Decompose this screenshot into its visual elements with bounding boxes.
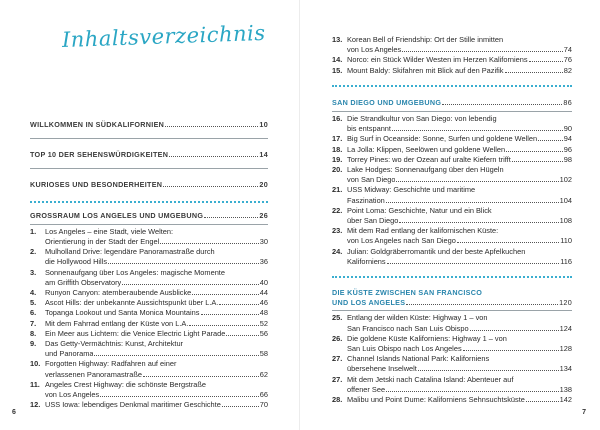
entry-number: 4. [30, 288, 37, 298]
entry-title: Topanga Lookout und Santa Monica Mountains [45, 308, 200, 318]
entry-number: 22. [332, 205, 343, 215]
toc-entry[interactable] [30, 288, 268, 298]
entry-line1 [30, 319, 268, 329]
entry-number: 23. [332, 226, 343, 236]
entry-title: Forgotten Highway: Radfahren auf einer [45, 359, 177, 369]
entry-line2 [332, 196, 572, 206]
entry-number: 16. [332, 114, 343, 124]
entry-number: 9. [30, 339, 37, 349]
entry-number: 8. [30, 328, 37, 338]
toc-entry[interactable] [332, 114, 572, 134]
dot-leader [512, 161, 563, 162]
page-number-right: 7 [582, 409, 586, 416]
entry-page: 52 [259, 318, 268, 328]
continued-entries [332, 35, 572, 76]
toc-entry[interactable] [30, 359, 268, 379]
entry-number: 14. [332, 55, 343, 65]
entry-subtitle: bis entspannt [347, 124, 391, 134]
dot-leader [392, 130, 563, 131]
toc-entry[interactable] [332, 185, 572, 205]
dot-leader [386, 202, 559, 203]
dot-leader [406, 304, 558, 305]
entry-number: 2. [30, 247, 37, 257]
divider [30, 224, 268, 225]
section-page: 120 [559, 298, 572, 308]
toc-entry-kurioses[interactable] [30, 180, 268, 190]
toc-entry[interactable] [30, 227, 268, 247]
entry-page: 36 [259, 257, 268, 267]
entry-label: TOP 10 DER SEHENSWÜRDIGKEITEN [30, 150, 169, 160]
entry-number: 19. [332, 154, 343, 164]
toc-entry[interactable] [30, 268, 268, 288]
toc-entry[interactable] [332, 165, 572, 185]
toc-entry[interactable] [332, 354, 572, 374]
entry-label: WILLKOMMEN IN SÜDKALIFORNIEN [30, 120, 165, 129]
entry-title: USS Iowa: lebendiges Denkmal maritimer Geschichte [45, 400, 221, 410]
entry-line2 [30, 370, 268, 380]
toc-entry[interactable] [332, 375, 572, 395]
entry-line1 [30, 329, 268, 339]
entry-title: Mulholland Drive: legendäre Panoramastraße durch [45, 247, 215, 257]
entry-page: 40 [259, 277, 268, 287]
entry-title: Torrey Pines: wo der Ozean auf uralte Kiefern trifft [347, 154, 511, 164]
entry-line2 [332, 257, 572, 267]
dot-leader [442, 104, 562, 105]
toc-entry-willkommen[interactable] [30, 120, 268, 130]
entry-number: 13. [332, 35, 343, 44]
entry-line1 [332, 35, 572, 45]
entry-page: 90 [563, 124, 572, 134]
entry-page: 74 [563, 45, 572, 55]
entry-line2 [332, 175, 572, 185]
entry-line1 [332, 334, 572, 344]
entry-line1 [332, 185, 572, 195]
dot-leader [386, 391, 559, 392]
page-title: Inhaltsverzeichnis [61, 20, 266, 52]
section-heading-coast[interactable] [332, 288, 572, 308]
entry-line1 [332, 114, 572, 124]
entry-line1 [30, 380, 268, 390]
toc-entry[interactable] [30, 339, 268, 359]
entry-subtitle: Faszination [347, 195, 385, 205]
toc-entry[interactable] [332, 247, 572, 267]
entry-page: 56 [259, 328, 268, 338]
dot-leader [457, 242, 559, 243]
entry-line1 [30, 227, 268, 237]
dot-leader [226, 335, 258, 336]
entry-page: 102 [559, 175, 572, 185]
entry-number: 26. [332, 333, 343, 343]
section-separator [332, 85, 572, 87]
toc-entry[interactable] [332, 334, 572, 354]
entry-page: 70 [259, 400, 268, 410]
entry-subtitle: Orientierung in der Stadt der Engel [45, 237, 160, 247]
entry-title: Channel Islands National Park: Kaliforniens [347, 354, 490, 364]
san-diego-entries [332, 114, 572, 267]
toc-entry[interactable] [30, 247, 268, 267]
entry-number: 6. [30, 308, 37, 318]
dot-leader [122, 284, 259, 285]
entry-page: 96 [563, 144, 572, 154]
entry-subtitle: die Hollywood Hills [45, 257, 108, 267]
entry-title: Mount Baldy: Skifahren mit Blick auf den Pazifik [347, 65, 504, 75]
entry-line1 [332, 313, 572, 323]
toc-entry[interactable] [30, 319, 268, 329]
entry-number: 3. [30, 267, 37, 277]
entry-line1 [30, 268, 268, 278]
entry-page: 30 [259, 237, 268, 247]
entry-line2 [332, 216, 572, 226]
section-separator [30, 201, 268, 203]
entry-line1 [332, 354, 572, 364]
toc-entry[interactable] [332, 66, 572, 76]
entry-title: Julian: Goldgräberromantik und der beste Apfelkuchen [347, 246, 526, 256]
los-angeles-entries [30, 227, 268, 411]
entry-line1 [332, 206, 572, 216]
dot-leader [526, 401, 559, 402]
entry-line1 [332, 226, 572, 236]
entry-title: Malibu und Point Dume: Kaliforniens Sehnsuchtsküste [347, 395, 525, 405]
entry-number: 17. [332, 134, 343, 144]
entry-number: 5. [30, 298, 37, 308]
toc-entry[interactable] [332, 313, 572, 333]
entry-page: 110 [560, 236, 572, 246]
entry-page: 48 [259, 308, 268, 318]
entry-line1 [332, 155, 572, 165]
entry-page: 76 [563, 55, 572, 65]
entry-title: Los Angeles – eine Stadt, viele Welten: [45, 226, 174, 236]
entry-line2 [332, 385, 572, 395]
dot-leader [143, 376, 259, 377]
entry-title: Mit dem Jetski nach Catalina Island: Abenteuer auf [347, 374, 514, 384]
entry-number: 7. [30, 318, 37, 328]
entry-page: 62 [259, 369, 268, 379]
toc-entry[interactable] [332, 395, 572, 405]
section-separator [332, 276, 572, 278]
dot-leader [396, 181, 558, 182]
dot-leader [160, 243, 259, 244]
entry-subtitle: verlassenen Panoramastraße [45, 369, 142, 379]
divider [332, 310, 572, 311]
entry-line1 [332, 66, 572, 76]
toc-entry[interactable] [332, 226, 572, 246]
entry-line1 [30, 247, 268, 257]
section-heading-san-diego[interactable] [332, 98, 572, 108]
entry-line1 [30, 400, 268, 410]
entry-number: 25. [332, 313, 343, 323]
right-page [300, 0, 600, 430]
section-heading-line2: UND LOS ANGELES [332, 298, 406, 308]
section-heading-los-angeles[interactable] [30, 211, 268, 221]
entry-title: Mit dem Fahrrad entlang der Küste von L.A. [45, 318, 189, 328]
entry-subtitle: von San Diego [347, 175, 396, 185]
toc-entry[interactable] [332, 206, 572, 226]
entry-subtitle: von Los Angeles [347, 45, 402, 55]
dot-leader [201, 314, 259, 315]
toc-entry[interactable] [332, 145, 572, 155]
entry-line1 [30, 288, 268, 298]
entry-label: KURIOSES UND BESONDERHEITEN [30, 180, 163, 190]
entry-number: 12. [30, 400, 41, 410]
entry-title: La Jolla: Klippen, Seelöwen und goldene Wellen [347, 144, 506, 154]
entry-page: 128 [559, 344, 572, 354]
entry-page: 14 [259, 150, 268, 160]
dot-leader [505, 72, 563, 73]
entry-page: 104 [559, 195, 572, 205]
entry-line2 [332, 236, 572, 246]
entry-line2 [30, 390, 268, 400]
dot-leader [108, 263, 259, 264]
section-heading: GROSSRAUM LOS ANGELES UND UMGEBUNG [30, 210, 204, 220]
toc-entry[interactable] [30, 329, 268, 339]
entry-title: Korean Bell of Friendship: Ort der Stille inmitten [347, 35, 504, 44]
entry-title: Die Strandkultur von San Diego: von lebendig [347, 114, 497, 124]
dot-leader [470, 330, 559, 331]
entry-number: 21. [332, 185, 343, 195]
section-page: 26 [259, 210, 268, 220]
entry-number: 24. [332, 246, 343, 256]
entry-title: Die goldene Küste Kaliforniens: Highway 1 – von [347, 333, 507, 343]
entry-number: 11. [30, 379, 40, 389]
entry-line1 [332, 134, 572, 144]
dot-leader [506, 151, 563, 152]
entry-title: Ein Meer aus Lichtern: die Venice Electric Light Parade [45, 328, 226, 338]
entry-page: 46 [259, 298, 268, 308]
toc-entry-top10[interactable] [30, 150, 268, 160]
entry-line1 [332, 395, 572, 405]
divider [30, 138, 268, 139]
entry-page: 94 [563, 134, 572, 144]
entry-title: Sonnenaufgang über Los Angeles: magische Momente [45, 267, 225, 277]
entry-number: 1. [30, 226, 37, 236]
entry-page: 98 [563, 154, 572, 164]
divider [30, 168, 268, 169]
entry-subtitle: San Francisco nach San Luis Obispo [347, 323, 469, 333]
entry-line2 [332, 45, 572, 55]
entry-subtitle: übersehene Inselwelt [347, 364, 417, 374]
entry-page: 138 [559, 384, 572, 394]
dot-leader [529, 61, 563, 62]
entry-line2 [30, 278, 268, 288]
entry-line1 [332, 247, 572, 257]
dot-leader [399, 222, 558, 223]
entry-title: Norco: ein Stück Wilder Westen im Herzen Kaliforniens [347, 55, 528, 65]
entry-number: 27. [332, 354, 343, 364]
entry-line1 [30, 298, 268, 308]
section-heading: SAN DIEGO UND UMGEBUNG [332, 97, 442, 107]
toc-entry[interactable] [30, 380, 268, 400]
entry-line1 [332, 55, 572, 65]
entry-page: 10 [259, 120, 268, 129]
dot-leader [402, 51, 563, 52]
toc-entry[interactable] [332, 55, 572, 65]
entry-title: Lake Hodges: Sonnenaufgang über den Hügeln [347, 165, 504, 175]
dot-leader [163, 186, 258, 187]
toc-entry[interactable] [332, 134, 572, 144]
entry-title: Entlang der wilden Küste: Highway 1 – von [347, 313, 488, 323]
dot-leader [94, 355, 258, 356]
entry-page: 58 [259, 349, 268, 359]
entry-number: 18. [332, 144, 343, 154]
entry-line1 [30, 359, 268, 369]
entry-subtitle: und Panorama [45, 349, 94, 359]
entry-title: Das Getty-Vermächtnis: Kunst, Architektur [45, 339, 184, 349]
dot-leader [165, 126, 258, 127]
entry-title: Big Surf in Oceanside: Sonne, Surfen und goldene Wellen [347, 134, 538, 144]
entry-title: USS Midway: Geschichte und maritime [347, 185, 476, 195]
toc-entry[interactable] [332, 155, 572, 165]
entry-page: 66 [259, 390, 268, 400]
toc-entry[interactable] [30, 400, 268, 410]
major-entries [30, 120, 268, 410]
dot-leader [204, 217, 258, 218]
entry-title: Mit dem Rad entlang der kalifornischen Küste: [347, 226, 499, 236]
entry-subtitle: von Los Angeles nach San Diego [347, 236, 456, 246]
entry-line1 [332, 375, 572, 385]
toc-entry[interactable] [30, 298, 268, 308]
dot-leader [219, 304, 258, 305]
entry-page: 108 [559, 216, 572, 226]
entry-title: Ascot Hills: der unbekannte Aussichtspunkt über L.A. [45, 298, 219, 308]
toc-entry[interactable] [332, 35, 572, 55]
section-page: 86 [563, 97, 572, 107]
entry-page: 124 [559, 323, 572, 333]
entry-title: Runyon Canyon: atemberaubende Ausblicke [45, 288, 192, 298]
divider [332, 111, 572, 112]
entry-subtitle: offener See [347, 384, 386, 394]
entry-page: 134 [559, 364, 572, 374]
entry-page: 20 [259, 180, 268, 190]
entry-subtitle: über San Diego [347, 216, 399, 226]
entry-subtitle: von Los Angeles [45, 390, 100, 400]
dot-leader [169, 156, 258, 157]
entry-line2 [30, 237, 268, 247]
entry-title: Point Loma: Geschichte, Natur und ein Blick [347, 205, 492, 215]
dot-leader [418, 370, 559, 371]
entry-number: 15. [332, 65, 343, 75]
entry-subtitle: am Griffith Observatory [45, 277, 122, 287]
entry-title: Angeles Crest Highway: die schönste Bergstraße [45, 379, 207, 389]
entry-page: 44 [259, 288, 268, 298]
entry-page: 82 [563, 65, 572, 75]
entry-number: 10. [30, 359, 41, 369]
entry-line2 [30, 257, 268, 267]
entry-line2 [30, 349, 268, 359]
entry-line2 [332, 344, 572, 354]
dot-leader [222, 406, 259, 407]
entry-line2 [332, 124, 572, 134]
dot-leader [100, 396, 259, 397]
entry-line1 [332, 165, 572, 175]
entry-page: 142 [559, 395, 572, 405]
dot-leader [463, 350, 559, 351]
entry-number: 27. [332, 374, 343, 384]
entry-line1 [30, 308, 268, 318]
entry-line2 [332, 324, 572, 334]
entry-line2 [332, 364, 572, 374]
coast-entries [332, 313, 572, 405]
toc-entry[interactable] [30, 308, 268, 318]
entry-subtitle: Kaliforniens [347, 256, 386, 266]
entry-subtitle: San Luis Obispo nach Los Angeles [347, 344, 462, 354]
dot-leader [387, 263, 560, 264]
page-number-left: 6 [12, 409, 16, 416]
right-column [332, 35, 572, 405]
entry-number: 20. [332, 165, 343, 175]
entry-line1 [30, 339, 268, 349]
entry-line1 [332, 145, 572, 155]
dot-leader [192, 294, 258, 295]
dot-leader [189, 325, 258, 326]
dot-leader [538, 140, 563, 141]
entry-number: 28. [332, 395, 343, 405]
entry-page: 116 [560, 256, 572, 266]
section-heading-line1: DIE KÜSTE ZWISCHEN SAN FRANCISCO [332, 288, 483, 298]
